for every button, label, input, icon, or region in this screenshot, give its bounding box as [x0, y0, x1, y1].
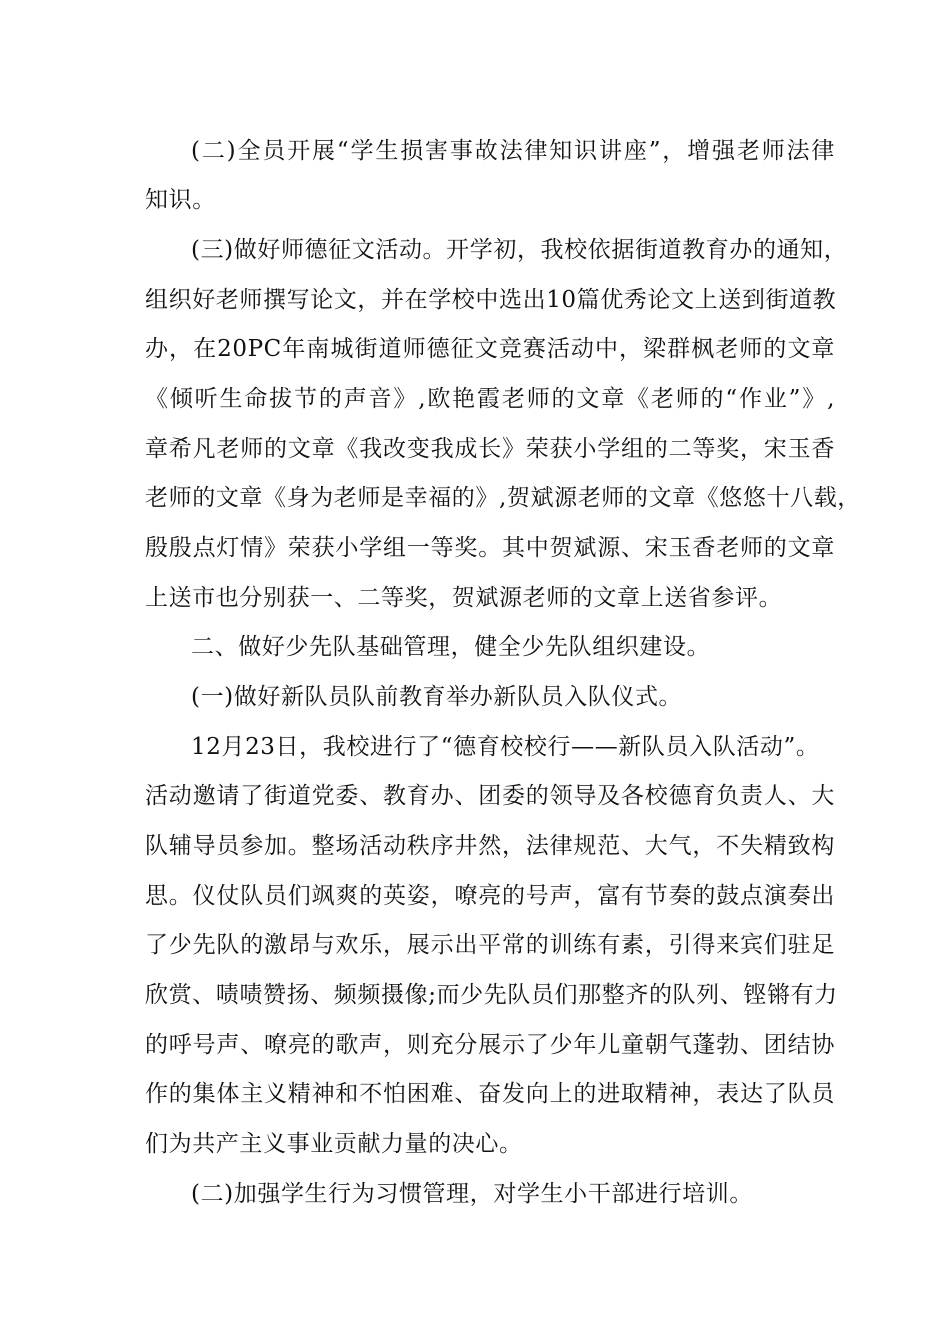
text-line: 办，在20PC年南城街道师德征文竞赛活动中，梁群枫老师的文章	[145, 336, 835, 362]
text-line: 12月23日，我校进行了“德育校校行——新队员入队活动”。	[191, 734, 820, 760]
text-line: 殷殷点灯情》荣获小学组一等奖。其中贺斌源、宋玉香老师的文章	[145, 535, 835, 561]
text-line: 队辅导员参加。整场活动秩序井然，法律规范、大气，不失精致构	[145, 833, 835, 859]
text-line: 了少先队的激昂与欢乐，展示出平常的训练有素，引得来宾们驻足	[145, 932, 835, 958]
section-heading: 二、做好少先队基础管理，健全少先队组织建设。	[191, 634, 711, 660]
text-line: 知识。	[145, 187, 216, 213]
text-line: 欣赏、啧啧赞扬、频频摄像;而少先队员们那整齐的队列、铿锵有力	[145, 982, 838, 1008]
text-line: 的呼号声、嘹亮的歌声，则充分展示了少年儿童朝气蓬勃、团结协	[145, 1032, 835, 1058]
text-line: 们为共产主义事业贡献力量的决心。	[145, 1131, 523, 1157]
subsection-heading: (二)加强学生行为习惯管理，对学生小干部进行培训。	[191, 1181, 753, 1207]
text-line: 思。仪仗队员们飒爽的英姿，嘹亮的号声，富有节奏的鼓点演奏出	[145, 883, 835, 909]
text-line: 老师的文章《身为老师是幸福的》,贺斌源老师的文章《悠悠十八载，	[145, 485, 861, 511]
text-line: 上送市也分别获一、二等奖，贺斌源老师的文章上送省参评。	[145, 585, 783, 611]
text-line: 章希凡老师的文章《我改变我成长》荣获小学组的二等奖，宋玉香	[145, 436, 835, 462]
text-line: 组织好老师撰写论文，并在学校中选出10篇优秀论文上送到街道教	[145, 287, 837, 313]
text-line: 作的集体主义精神和不怕困难、奋发向上的进取精神，表达了队员	[145, 1081, 835, 1107]
text-line: 活动邀请了街道党委、教育办、团委的领导及各校德育负责人、大	[145, 783, 835, 809]
text-line: 《倾听生命拔节的声音》,欧艳霞老师的文章《老师的“作业”》,	[145, 386, 835, 412]
text-line: (三)做好师德征文活动。开学初，我校依据街道教育办的通知，	[191, 237, 848, 263]
subsection-heading: (一)做好新队员队前教育举办新队员入队仪式。	[191, 684, 683, 710]
text-line: (二)全员开展“学生损害事故法律知识讲座”，增强老师法律	[191, 138, 835, 164]
